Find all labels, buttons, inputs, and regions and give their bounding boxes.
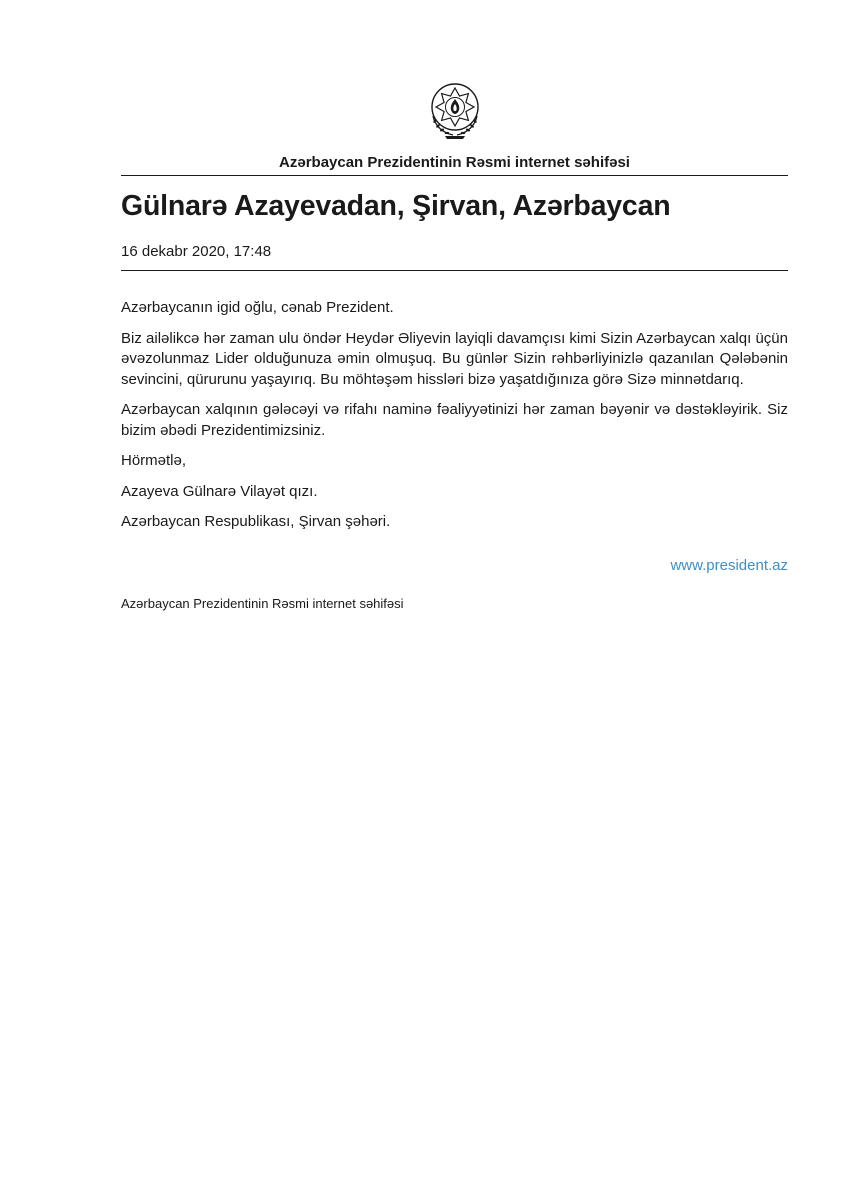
article-date: 16 dekabr 2020, 17:48 <box>121 243 272 260</box>
paragraph-signature-location: Azərbaycan Respublikası, Şirvan şəhəri. <box>121 513 391 530</box>
article-title: Gülnarə Azayevadan, Şirvan, Azərbaycan <box>121 190 671 222</box>
article-body <box>121 298 788 543</box>
paragraph-main: Biz ailəlikcə hər zaman ulu öndər Heydər Əliyevin layiqli davamçısı kimi Sizin Azərbaycan xalqı üçün əvəzolunmaz Lider olduğunuza əmin olmuşuq. Bu günlər Sizin rəhbərliyinizlə qazanılan Qələbənin sevincini, qürurunu yaşayırıq. Bu möhtəşəm hissləri bizə yaşatdığınıza görə Sizə minnətdarıq. <box>121 329 788 388</box>
paragraph-closing: Hörmətlə, <box>121 452 187 469</box>
paragraph-signature-name: Azayeva Gülnarə Vilayət qızı. <box>121 482 318 500</box>
page-footer: Azərbaycan Prezidentinin Rəsmi internet səhifəsi <box>121 596 404 611</box>
coat-of-arms-emblem-icon <box>423 80 487 144</box>
site-header-title: Azərbaycan Prezidentinin Rəsmi internet səhifəsi <box>279 154 630 171</box>
title-divider <box>121 270 788 271</box>
president-website-link[interactable]: www.president.az <box>670 557 788 574</box>
header-divider <box>121 175 788 176</box>
paragraph-greeting: Azərbaycanın igid oğlu, cənab Prezident. <box>121 299 394 316</box>
paragraph-support: Azərbaycan xalqının gələcəyi və rifahı naminə fəaliyyətinizi hər zaman bəyənir və dəstəkləyirik. Siz bizim əbədi Prezidentimizsiniz. <box>121 401 788 439</box>
